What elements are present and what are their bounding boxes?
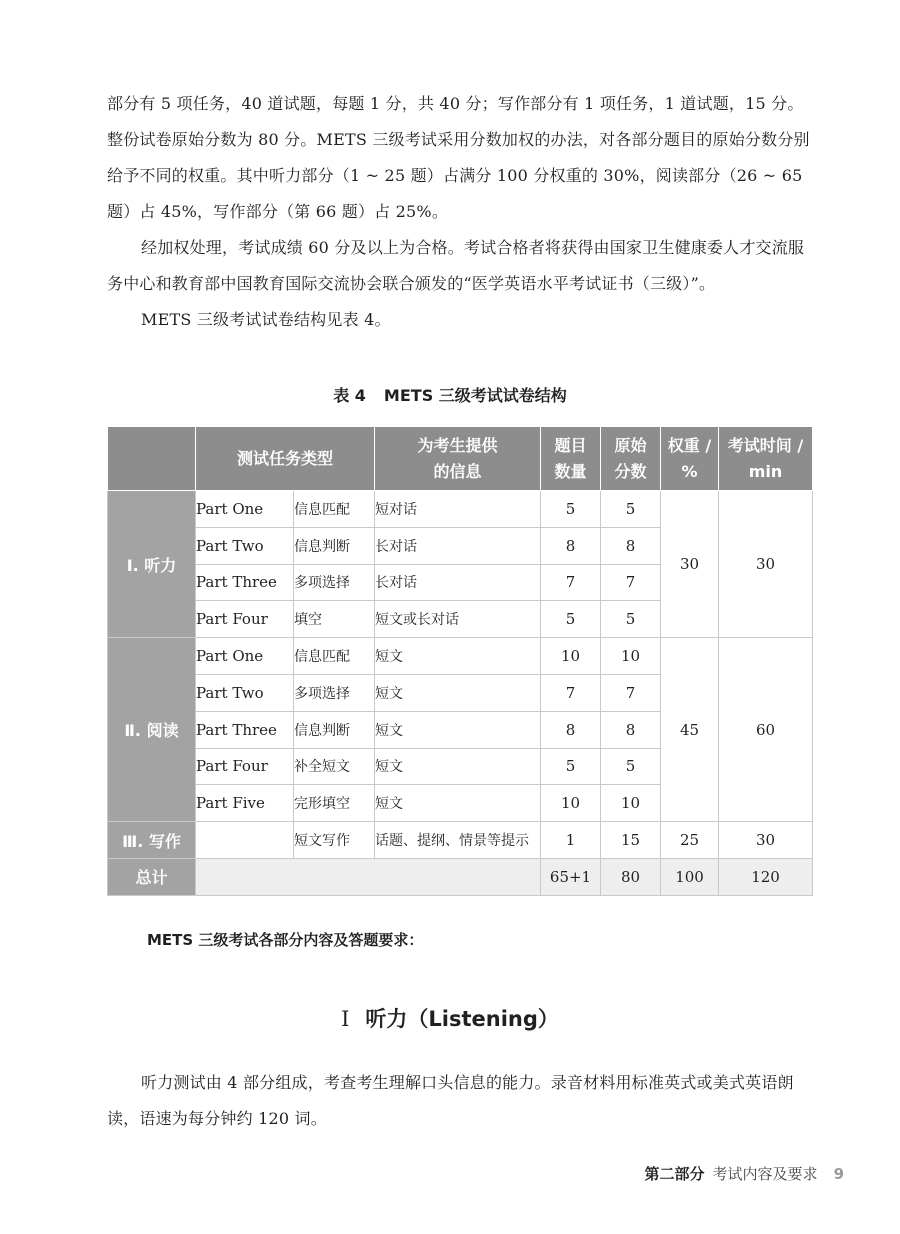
info-cell: 短文 [375,711,541,748]
score-cell: 7 [601,674,661,711]
section-heading-listening [0,1003,900,1033]
weight-cell-reading: 45 [661,638,719,822]
info-cell: 短文或长对话 [375,601,541,638]
table-caption-title: METS 三级考试试卷结构 [383,386,567,405]
page-number: 9 [833,1165,844,1183]
count-cell: 1 [541,822,601,859]
total-time-cell: 120 [719,858,813,895]
info-cell: 短文 [375,638,541,675]
section-roman-numeral: Ⅰ [341,1007,350,1031]
task-type-cell: 多项选择 [294,564,375,601]
score-cell: 5 [601,601,661,638]
total-empty-cell [196,858,541,895]
table-caption-number: 表 4 [333,386,366,405]
count-cell: 7 [541,564,601,601]
part-cell: Part Three [196,564,294,601]
score-cell: 10 [601,785,661,822]
part-cell: Part Four [196,601,294,638]
table-caption [0,383,900,406]
part-cell: Part One [196,638,294,675]
total-weight-cell: 100 [661,858,719,895]
count-cell: 8 [541,711,601,748]
section-label-writing: Ⅲ. 写作 [108,822,196,859]
time-cell-listening: 30 [719,491,813,638]
header-task-type: 测试任务类型 [196,427,375,491]
part-cell: Part Four [196,748,294,785]
task-type-cell: 信息匹配 [294,638,375,675]
score-cell: 7 [601,564,661,601]
count-cell: 5 [541,601,601,638]
info-cell: 短对话 [375,491,541,528]
info-cell: 短文 [375,748,541,785]
part-cell: Part Three [196,711,294,748]
score-cell: 15 [601,822,661,859]
info-cell: 短文 [375,674,541,711]
task-type-cell: 信息判断 [294,527,375,564]
weight-cell-listening: 30 [661,491,719,638]
part-cell: Part Two [196,527,294,564]
section-heading-title: 听力（Listening） [365,1007,559,1031]
info-cell: 话题、提纲、情景等提示 [375,822,541,859]
header-time: 考试时间 / min [719,427,813,491]
header-weight: 权重 / % [661,427,719,491]
score-cell: 10 [601,638,661,675]
table-row [108,822,813,859]
page-footer [645,1163,844,1184]
header-info: 为考生提供的信息 [375,427,541,491]
task-type-cell: 补全短文 [294,748,375,785]
count-cell: 8 [541,527,601,564]
task-type-cell: 填空 [294,601,375,638]
count-cell: 10 [541,785,601,822]
time-cell-writing: 30 [719,822,813,859]
paragraph-table-reference: METS 三级考试试卷结构见表 4。 [141,310,391,329]
total-score-cell: 80 [601,858,661,895]
part-cell-empty [196,822,294,859]
part-cell: Part Five [196,785,294,822]
exam-structure-table [107,426,813,896]
header-raw-score: 原始分数 [601,427,661,491]
table-row [108,638,813,675]
info-cell: 长对话 [375,564,541,601]
header-corner [108,427,196,491]
count-cell: 5 [541,491,601,528]
task-type-cell: 信息匹配 [294,491,375,528]
score-cell: 5 [601,748,661,785]
table-header-row [108,427,813,491]
footer-page-title: 考试内容及要求 [712,1165,818,1183]
task-type-cell: 信息判断 [294,711,375,748]
requirements-heading: METS 三级考试各部分内容及答题要求： [147,931,424,949]
section-label-reading: Ⅱ. 阅读 [108,638,196,822]
task-type-cell: 短文写作 [294,822,375,859]
count-cell: 5 [541,748,601,785]
header-count: 题目数量 [541,427,601,491]
time-cell-reading: 60 [719,638,813,822]
info-cell: 长对话 [375,527,541,564]
weight-cell-writing: 25 [661,822,719,859]
section-label-total: 总计 [108,858,196,895]
info-cell: 短文 [375,785,541,822]
score-cell: 5 [601,491,661,528]
footer-part-label: 第二部分 [644,1165,705,1183]
task-type-cell: 多项选择 [294,674,375,711]
part-cell: Part One [196,491,294,528]
score-cell: 8 [601,711,661,748]
score-cell: 8 [601,527,661,564]
section-label-listening: Ⅰ. 听力 [108,491,196,638]
paragraph-pass-criteria: 经加权处理，考试成绩 60 分及以上为合格。考试合格者将获得由国家卫生健康委人才交流服务中心和教育部中国教育国际交流协会联合颁发的“医学英语水平考试证书（三级）”。 [107,238,805,293]
paragraph-listening-intro: 听力测试由 4 部分组成，考查考生理解口头信息的能力。录音材料用标准英式或美式英语朗读，语速为每分钟约 120 词。 [107,1073,794,1128]
count-cell: 7 [541,674,601,711]
total-count-cell: 65+1 [541,858,601,895]
table-row [108,491,813,528]
task-type-cell: 完形填空 [294,785,375,822]
paragraph-scoring: 部分有 5 项任务，40 道试题，每题 1 分，共 40 分；写作部分有 1 项任务，1 道试题，15 分。整份试卷原始分数为 80 分。METS 三级考试采用分数加权的办法，对各部分题目的原始分数分别给予不同的权重。其中听力部分（1 ~ 25 题）占满分 100 分权重的 30%，阅读部分（26 ~ 65 题）占 45%，写作部分（第 66 题）占 25%。 [107,94,810,221]
count-cell: 10 [541,638,601,675]
table-total-row [108,858,813,895]
part-cell: Part Two [196,674,294,711]
